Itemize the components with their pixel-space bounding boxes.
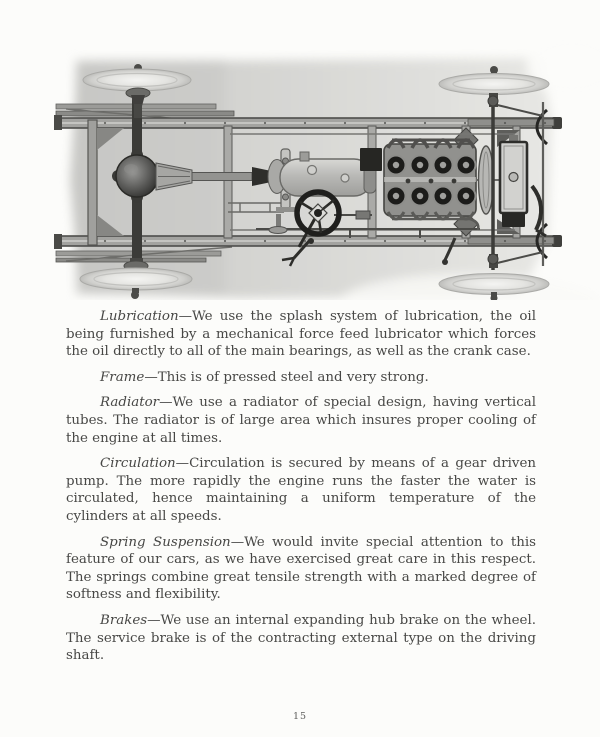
radiator bbox=[500, 135, 527, 227]
body-frame: —This is of pressed steel and very strong. bbox=[144, 369, 429, 385]
paragraph-lubrication bbox=[66, 308, 536, 361]
term-frame: Frame bbox=[100, 369, 145, 385]
paragraph-brakes bbox=[66, 612, 536, 665]
coil-box bbox=[360, 148, 382, 171]
term-spring-suspension: Spring Suspension bbox=[100, 534, 231, 550]
paragraph-spring-suspension bbox=[66, 534, 536, 604]
text-block bbox=[66, 308, 536, 665]
body-brakes: —We use an internal expanding hub brake on the wheel. The service brake is of the contracting external type on the driving shaft. bbox=[66, 612, 536, 664]
paragraph-radiator bbox=[66, 394, 536, 447]
page-number: 15 bbox=[292, 710, 308, 722]
body-lubrication: —We use the splash system of lubrication, the oil being furnished by a mechanical force feed lubricator which forces the oil directly to all of the main bearings, as well as the crank case. bbox=[66, 309, 536, 360]
term-lubrication: Lubrication bbox=[100, 309, 179, 324]
term-circulation: Circulation bbox=[100, 456, 176, 472]
body-spring-suspension: —We would invite special attention to this feature of our cars, as we have exercised great care in this respect. The springs combine great tensile strength with a marked degree of softness and flexibility. bbox=[66, 534, 536, 603]
paragraph-frame bbox=[66, 369, 536, 387]
term-brakes: Brakes bbox=[100, 612, 148, 628]
chassis-top-view-illustration bbox=[0, 0, 600, 300]
chassis-figure bbox=[0, 0, 600, 300]
term-radiator: Radiator bbox=[100, 395, 160, 411]
engine bbox=[384, 140, 478, 230]
body-circulation: —Circulation is secured by means of a gear driven pump. The more rapidly the engine runs the faster the water is circulated, hence maintaining a uniform temperature of the cylinders at all speeds. bbox=[66, 456, 536, 524]
paragraph-circulation bbox=[66, 455, 536, 525]
body-radiator: —We use a radiator of special design, having vertical tubes. The radiator is of large area which insures proper cooling of the engine at all times. bbox=[66, 395, 536, 446]
